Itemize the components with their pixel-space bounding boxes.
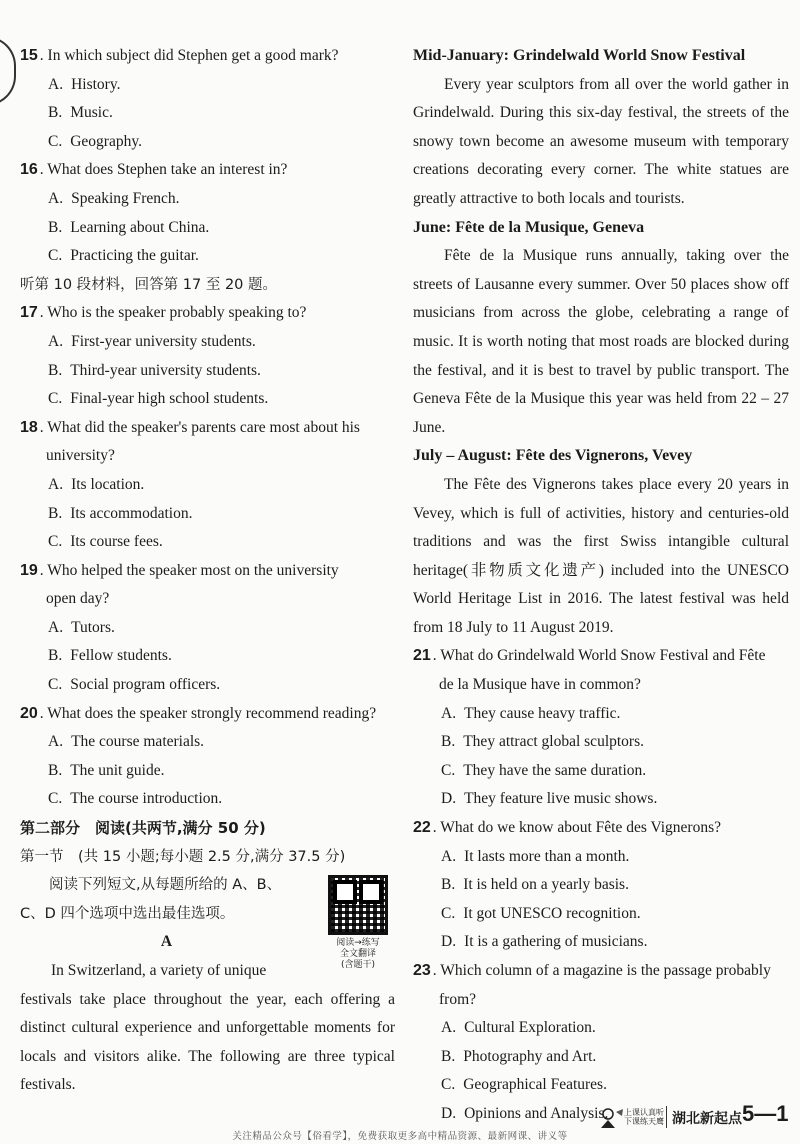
option-a: A. Tutors.	[48, 618, 115, 636]
passage-intro-line1: In Switzerland, a variety of unique	[51, 962, 267, 979]
question-18	[20, 414, 395, 557]
festival-1-body: Every year sculptors from all over the world gather in Grindelwald. During this six-day festival, the streets of the snowy town become an awesome museum with temporary creations decorating every corner. The white statues are greatly attractive to both locals and tourists.	[413, 75, 789, 207]
footer-brand: 湖北新起点	[672, 1111, 742, 1127]
question-17	[20, 299, 395, 413]
question-stem-continued: from?	[439, 990, 477, 1008]
option-d: D. They feature live music shows.	[441, 790, 658, 808]
question-stem: . Who helped the speaker most on the university	[39, 561, 339, 579]
option-b: B. Fellow students.	[48, 647, 172, 665]
question-15	[20, 42, 395, 156]
option-a: A. The course materials.	[48, 733, 205, 751]
question-number: 22	[413, 819, 431, 837]
question-21	[413, 642, 789, 814]
option-a: A. They cause heavy traffic.	[441, 704, 621, 722]
footer-note: 关注精品公众号【俗看学】，免费获取更多高中精品资源、最新网课、讲义等	[232, 1131, 568, 1142]
question-stem: . What does Stephen take an interest in?	[39, 161, 288, 179]
option-b: B. The unit guide.	[48, 761, 165, 779]
question-stem: . In which subject did Stephen get a good mark?	[39, 47, 339, 64]
question-23	[413, 957, 789, 1129]
option-a: A. It lasts more than a month.	[441, 847, 630, 865]
question-number: 17	[20, 304, 38, 322]
festival-1-heading: Mid-January: Grindelwald World Snow Festival	[413, 47, 746, 64]
option-d: D. It is a gathering of musicians.	[441, 933, 648, 951]
page-bracket-mark	[0, 36, 16, 106]
section1-title: 第一节 (共 15 小题;每小题 2.5 分,满分 37.5 分)	[20, 848, 346, 865]
passage-intro-body: festivals take place throughout the year, each offering a distinct cultural experience and unforgettable moments for locals and visitors alike. The following are three typical festivals.	[20, 990, 395, 1094]
option-a: A. Cultural Exploration.	[441, 1019, 596, 1037]
option-a: A. Its location.	[48, 475, 145, 493]
question-number: 15	[20, 47, 38, 64]
question-stem: . Who is the speaker probably speaking to?	[39, 304, 307, 322]
option-a: A. First-year university students.	[48, 332, 256, 350]
question-stem: . What do we know about Fête des Vignerons?	[432, 819, 721, 837]
question-stem: . What does the speaker strongly recommend reading?	[39, 704, 377, 722]
option-c: C. It got UNESCO recognition.	[441, 904, 641, 922]
reading-instruction-line2: C、D 四个选项中选出最佳选项。	[20, 905, 235, 922]
question-stem-continued: university?	[46, 447, 115, 465]
footer-slogan: 上课认真听 下课练天鹰	[624, 1108, 664, 1126]
question-stem-continued: de la Musique have in common?	[439, 676, 641, 694]
question-16	[20, 156, 395, 270]
option-b: B. They attract global sculptors.	[441, 733, 644, 751]
page-number: 5—1	[742, 1101, 789, 1126]
question-19	[20, 557, 395, 700]
option-a: A. History.	[48, 75, 121, 93]
question-22	[413, 814, 789, 957]
question-number: 21	[413, 647, 431, 665]
question-number: 20	[20, 704, 38, 722]
option-b: B. Photography and Art.	[441, 1047, 597, 1065]
festival-2-heading: June: Fête de la Musique, Geneva	[413, 218, 645, 236]
question-20	[20, 700, 395, 814]
option-c: C. Geographical Features.	[441, 1076, 607, 1094]
mascot-logo-icon	[596, 1106, 626, 1130]
listening-instruction: 听第 10 段材料，回答第 17 至 20 题。	[20, 276, 278, 293]
qr-code-icon[interactable]	[328, 875, 388, 935]
footer-divider	[666, 1106, 667, 1128]
passage-letter: A	[160, 933, 173, 951]
question-stem: . Which column of a magazine is the passage probably	[432, 962, 771, 979]
question-stem: . What do Grindelwald World Snow Festival and Fête	[432, 647, 766, 665]
option-c: C. Geography.	[48, 132, 142, 150]
question-number: 18	[20, 418, 38, 436]
option-c: C. Practicing the guitar.	[48, 247, 199, 265]
qr-code-block[interactable]	[321, 875, 395, 971]
festival-3-heading: July – August: Fête des Vignerons, Vevey	[413, 447, 693, 465]
option-c: C. Final-year high school students.	[48, 390, 269, 408]
option-d: D. Opinions and Analysis.	[441, 1104, 609, 1122]
qr-caption: 阅读→练写 全文翻译 (含题干)	[336, 938, 380, 971]
question-stem-continued: open day?	[46, 590, 110, 608]
question-number: 19	[20, 561, 38, 579]
option-c: C. They have the same duration.	[441, 761, 647, 779]
option-a: A. Speaking French.	[48, 189, 180, 207]
option-c: C. Social program officers.	[48, 676, 221, 694]
option-b: B. Learning about China.	[48, 218, 210, 236]
option-b: B. It is held on a yearly basis.	[441, 876, 629, 894]
reading-instruction-line1: 阅读下列短文,从每题所给的 A、B、	[49, 877, 282, 894]
question-number: 23	[413, 962, 431, 979]
option-b: B. Its accommodation.	[48, 504, 193, 522]
left-column	[20, 42, 395, 1100]
festival-3-body: The Fête des Vignerons takes place every 20 years in Vevey, which is full of activities, history and centuries-old traditions and was the first Swiss intangible cultural heritage(非物质文化遗产) included into the UNESCO World Heritage List in 2016. The latest festival was held from 18 July to 11 August 2019.	[413, 475, 789, 636]
option-c: C. Its course fees.	[48, 533, 163, 551]
reading-instruction-block	[20, 871, 395, 985]
part2-title: 第二部分 阅读(共两节,满分 50 分)	[20, 819, 266, 838]
question-stem: . What did the speaker's parents care most about his	[39, 418, 360, 436]
option-b: B. Music.	[48, 104, 113, 122]
question-number: 16	[20, 161, 38, 179]
right-column	[413, 42, 789, 1129]
option-b: B. Third-year university students.	[48, 361, 261, 379]
festival-2-body: Fête de la Musique runs annually, taking over the streets of Lausanne every summer. Over 50 places show off musicians from across the globe, celebrating a range of music. It is worth noting that most roads are blocked during the festival, and it is best to travel by public transport. The Geneva Fête de la Musique this year was held from 22 – 27 June.	[413, 247, 789, 436]
option-c: C. The course introduction.	[48, 790, 223, 808]
